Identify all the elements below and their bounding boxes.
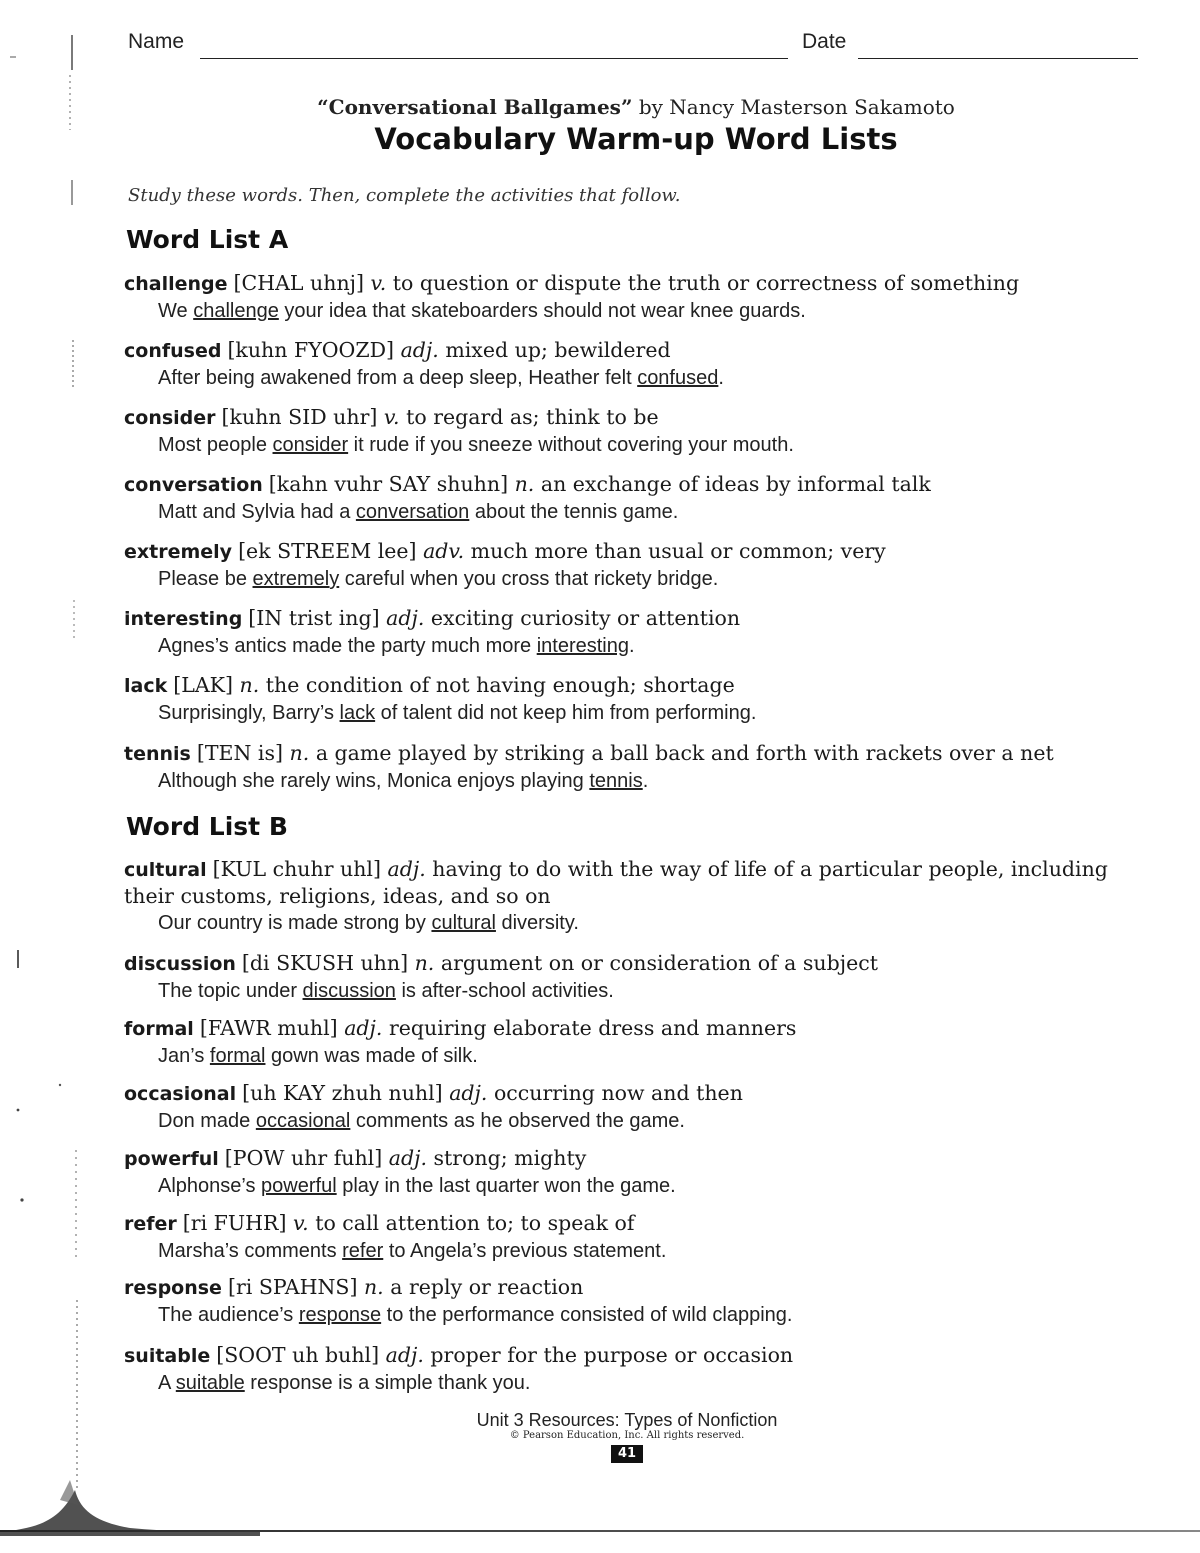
example-sentence bbox=[124, 1172, 1154, 1200]
part-of-speech: adv. bbox=[423, 539, 465, 563]
pronunciation: [SOOT uh buhl] bbox=[216, 1343, 380, 1367]
example-text: gown was made of silk. bbox=[265, 1045, 478, 1067]
example-text: it rude if you sneeze without covering your mouth. bbox=[348, 434, 794, 456]
definition: an exchange of ideas by informal talk bbox=[540, 472, 931, 496]
definition-line bbox=[124, 337, 1154, 364]
pronunciation: [CHAL uhnj] bbox=[233, 271, 365, 295]
example-sentence bbox=[124, 909, 1154, 937]
part-of-speech: adj. bbox=[449, 1081, 488, 1105]
example-text: about the tennis game. bbox=[469, 501, 679, 523]
instructions: Study these words. Then, complete the activities that follow. bbox=[128, 185, 681, 206]
example-text: . bbox=[718, 367, 724, 389]
example-text: response is a simple thank you. bbox=[244, 1372, 531, 1394]
example-sentence bbox=[124, 767, 1154, 795]
story-byline bbox=[0, 95, 1200, 119]
vocab-entry bbox=[124, 950, 1154, 1005]
part-of-speech: adj. bbox=[388, 1146, 427, 1170]
example-text: We bbox=[158, 300, 194, 322]
example-text: A bbox=[158, 1372, 176, 1394]
example-text: careful when you cross that rickety bridge. bbox=[339, 568, 719, 590]
example-sentence bbox=[124, 1301, 1154, 1329]
definition: a reply or reaction bbox=[390, 1275, 584, 1299]
vocab-entry bbox=[124, 1080, 1154, 1135]
example-text: Most people bbox=[158, 434, 273, 456]
example-text: to Angela’s previous statement. bbox=[383, 1240, 667, 1262]
vocab-entry bbox=[124, 404, 1154, 459]
vocab-word: extremely bbox=[124, 541, 233, 563]
part-of-speech: n. bbox=[239, 673, 260, 697]
definition-line bbox=[124, 1015, 1154, 1042]
pronunciation: [kuhn FYOOZD] bbox=[227, 338, 395, 362]
author-byline: by Nancy Masterson Sakamoto bbox=[638, 95, 955, 119]
example-text: is after-school activities. bbox=[395, 980, 614, 1002]
part-of-speech: n. bbox=[414, 951, 435, 975]
date-field[interactable] bbox=[858, 58, 1138, 59]
binding-margin-marks bbox=[0, 0, 90, 1553]
vocab-word: lack bbox=[124, 675, 168, 697]
example-text: Please be bbox=[158, 568, 253, 590]
definition-line bbox=[124, 672, 1154, 699]
example-underlined-word: tennis bbox=[589, 770, 643, 792]
definition: exciting curiosity or attention bbox=[430, 606, 741, 630]
vocab-entry bbox=[124, 538, 1154, 593]
part-of-speech: adj. bbox=[386, 606, 425, 630]
vocab-word: occasional bbox=[124, 1083, 237, 1105]
pronunciation: [LAK] bbox=[173, 673, 233, 697]
example-sentence bbox=[124, 498, 1154, 526]
example-underlined-word: discussion bbox=[302, 980, 396, 1002]
definition-line bbox=[124, 740, 1154, 767]
story-title: “Conversational Ballgames” bbox=[317, 95, 633, 119]
example-underlined-word: cultural bbox=[431, 912, 496, 934]
definition: occurring now and then bbox=[493, 1081, 743, 1105]
example-text: to the performance consisted of wild clapping. bbox=[381, 1304, 793, 1326]
example-underlined-word: confused bbox=[637, 367, 719, 389]
example-sentence bbox=[124, 1042, 1154, 1070]
example-text: . bbox=[642, 770, 649, 792]
pronunciation: [POW uhr fuhl] bbox=[224, 1146, 383, 1170]
definition: having to do with the way of life of a particular people, including their customs, religions, ideas, and so on bbox=[124, 857, 1108, 908]
example-sentence bbox=[124, 1369, 1154, 1397]
example-text: Although she rarely wins, Monica enjoys playing bbox=[158, 770, 590, 792]
bottom-rule bbox=[0, 1530, 1200, 1532]
example-text: comments as he observed the game. bbox=[350, 1110, 685, 1132]
vocab-word: conversation bbox=[124, 474, 263, 496]
vocab-word: cultural bbox=[124, 859, 207, 881]
definition: mixed up; bewildered bbox=[445, 338, 671, 362]
example-underlined-word: lack bbox=[339, 702, 376, 724]
definition: to regard as; think to be bbox=[406, 405, 659, 429]
vocab-entry bbox=[124, 672, 1154, 727]
footer-resources: Unit 3 Resources: Types of Nonfiction bbox=[476, 1410, 778, 1430]
example-text: Matt and Sylvia had a bbox=[158, 501, 356, 523]
name-field[interactable] bbox=[200, 58, 788, 59]
definition-line bbox=[124, 950, 1154, 977]
definition: proper for the purpose or occasion bbox=[430, 1343, 794, 1367]
example-underlined-word: occasional bbox=[255, 1110, 351, 1132]
example-text: Agnes’s antics made the party much more bbox=[158, 635, 537, 657]
example-underlined-word: extremely bbox=[252, 568, 340, 590]
vocab-word: powerful bbox=[124, 1148, 219, 1170]
example-text: your idea that skateboarders should not wear knee guards. bbox=[278, 300, 806, 322]
definition-line bbox=[124, 1145, 1154, 1172]
vocab-entry bbox=[124, 1015, 1154, 1070]
part-of-speech: adj. bbox=[385, 1343, 424, 1367]
word-list-b-heading: Word List B bbox=[126, 812, 288, 841]
vocab-word: challenge bbox=[124, 273, 228, 295]
vocab-word: interesting bbox=[124, 608, 243, 630]
page-title: Vocabulary Warm-up Word Lists bbox=[374, 122, 898, 156]
pronunciation: [IN trist ing] bbox=[248, 606, 380, 630]
example-underlined-word: powerful bbox=[261, 1175, 337, 1197]
definition-line bbox=[124, 1080, 1154, 1107]
part-of-speech: n. bbox=[514, 472, 535, 496]
example-sentence bbox=[124, 1107, 1154, 1135]
pronunciation: [kahn vuhr SAY shuhn] bbox=[268, 472, 509, 496]
name-date-line bbox=[128, 30, 1138, 64]
vocab-word: formal bbox=[124, 1018, 194, 1040]
pronunciation: [ri FUHR] bbox=[182, 1211, 287, 1235]
example-text: The audience’s bbox=[158, 1304, 299, 1326]
footer-copyright: © Pearson Education, Inc. All rights reserved. bbox=[509, 1430, 745, 1441]
vocab-entry bbox=[124, 471, 1154, 526]
vocab-entry bbox=[124, 605, 1154, 660]
vocab-word: refer bbox=[124, 1213, 177, 1235]
example-sentence bbox=[124, 977, 1154, 1005]
example-text: The topic under bbox=[158, 980, 303, 1002]
example-text: play in the last quarter won the game. bbox=[336, 1175, 676, 1197]
definition: much more than usual or common; very bbox=[470, 539, 886, 563]
example-sentence bbox=[124, 364, 1154, 392]
definition: argument on or consideration of a subject bbox=[440, 951, 878, 975]
example-sentence bbox=[124, 1237, 1154, 1265]
example-text: of talent did not keep him from performing. bbox=[375, 702, 757, 724]
part-of-speech: v. bbox=[370, 271, 387, 295]
example-sentence bbox=[124, 699, 1154, 727]
example-sentence bbox=[124, 431, 1154, 459]
definition-line bbox=[124, 270, 1154, 297]
pronunciation: [ek STREEM lee] bbox=[238, 539, 417, 563]
example-text: Surprisingly, Barry’s bbox=[158, 702, 340, 724]
definition-line bbox=[124, 1274, 1154, 1301]
definition-line bbox=[124, 404, 1154, 431]
example-underlined-word: conversation bbox=[355, 501, 470, 523]
definition-line bbox=[124, 1342, 1154, 1369]
pronunciation: [kuhn SID uhr] bbox=[221, 405, 378, 429]
definition-line bbox=[124, 856, 1124, 909]
example-sentence bbox=[124, 297, 1154, 325]
pronunciation: [ri SPAHNS] bbox=[227, 1275, 358, 1299]
example-text: Our country is made strong by bbox=[158, 912, 432, 934]
part-of-speech: n. bbox=[363, 1275, 384, 1299]
example-underlined-word: formal bbox=[209, 1045, 266, 1067]
definition-line bbox=[124, 471, 1154, 498]
example-underlined-word: response bbox=[298, 1304, 382, 1326]
example-underlined-word: suitable bbox=[175, 1372, 245, 1394]
pronunciation: [KUL chuhr uhl] bbox=[212, 857, 381, 881]
definition-line bbox=[124, 605, 1154, 632]
example-underlined-word: interesting bbox=[536, 635, 629, 657]
part-of-speech: adj. bbox=[387, 857, 426, 881]
pronunciation: [TEN is] bbox=[196, 741, 284, 765]
definition: strong; mighty bbox=[433, 1146, 587, 1170]
vocab-entry bbox=[124, 1342, 1154, 1397]
example-sentence bbox=[124, 632, 1154, 660]
definition: to call attention to; to speak of bbox=[315, 1211, 635, 1235]
part-of-speech: n. bbox=[289, 741, 310, 765]
page-number: 41 bbox=[611, 1445, 643, 1463]
definition: the condition of not having enough; shortage bbox=[265, 673, 735, 697]
vocab-word: response bbox=[124, 1277, 222, 1299]
example-underlined-word: challenge bbox=[193, 300, 279, 322]
example-underlined-word: refer bbox=[342, 1240, 384, 1262]
vocab-word: confused bbox=[124, 340, 222, 362]
vocab-entry bbox=[124, 740, 1154, 795]
vocab-entry bbox=[124, 1210, 1154, 1265]
example-sentence bbox=[124, 565, 1154, 593]
date-label: Date bbox=[802, 30, 847, 53]
vocab-entry bbox=[124, 1145, 1154, 1200]
example-text: diversity. bbox=[495, 912, 579, 934]
word-list-a-heading: Word List A bbox=[126, 225, 289, 254]
example-text: Alphonse’s bbox=[158, 1175, 262, 1197]
definition: requiring elaborate dress and manners bbox=[388, 1016, 797, 1040]
definition-line bbox=[124, 538, 1154, 565]
example-text: Jan’s bbox=[158, 1045, 210, 1067]
pronunciation: [uh KAY zhuh nuhl] bbox=[242, 1081, 443, 1105]
vocab-entry bbox=[124, 270, 1154, 325]
example-text: Don made bbox=[158, 1110, 256, 1132]
pronunciation: [di SKUSH uhn] bbox=[241, 951, 409, 975]
part-of-speech: v. bbox=[383, 405, 400, 429]
definition: to question or dispute the truth or correctness of something bbox=[392, 271, 1020, 295]
name-label: Name bbox=[128, 30, 185, 53]
example-text: . bbox=[628, 635, 635, 657]
vocab-word: discussion bbox=[124, 953, 236, 975]
vocab-word: suitable bbox=[124, 1345, 211, 1367]
definition: a game played by striking a ball back and forth with rackets over a net bbox=[315, 741, 1054, 765]
vocab-word: consider bbox=[124, 407, 216, 429]
vocab-word: tennis bbox=[124, 743, 191, 765]
example-underlined-word: consider bbox=[272, 434, 349, 456]
part-of-speech: adj. bbox=[400, 338, 439, 362]
part-of-speech: v. bbox=[293, 1211, 309, 1235]
vocab-entry bbox=[124, 856, 1154, 937]
vocab-entry bbox=[124, 1274, 1154, 1329]
example-text: After being awakened from a deep sleep, Heather felt bbox=[158, 367, 638, 389]
example-text: Marsha’s comments bbox=[158, 1240, 343, 1262]
part-of-speech: adj. bbox=[344, 1016, 383, 1040]
pronunciation: [FAWR muhl] bbox=[199, 1016, 338, 1040]
vocab-entry bbox=[124, 337, 1154, 392]
definition-line bbox=[124, 1210, 1154, 1237]
